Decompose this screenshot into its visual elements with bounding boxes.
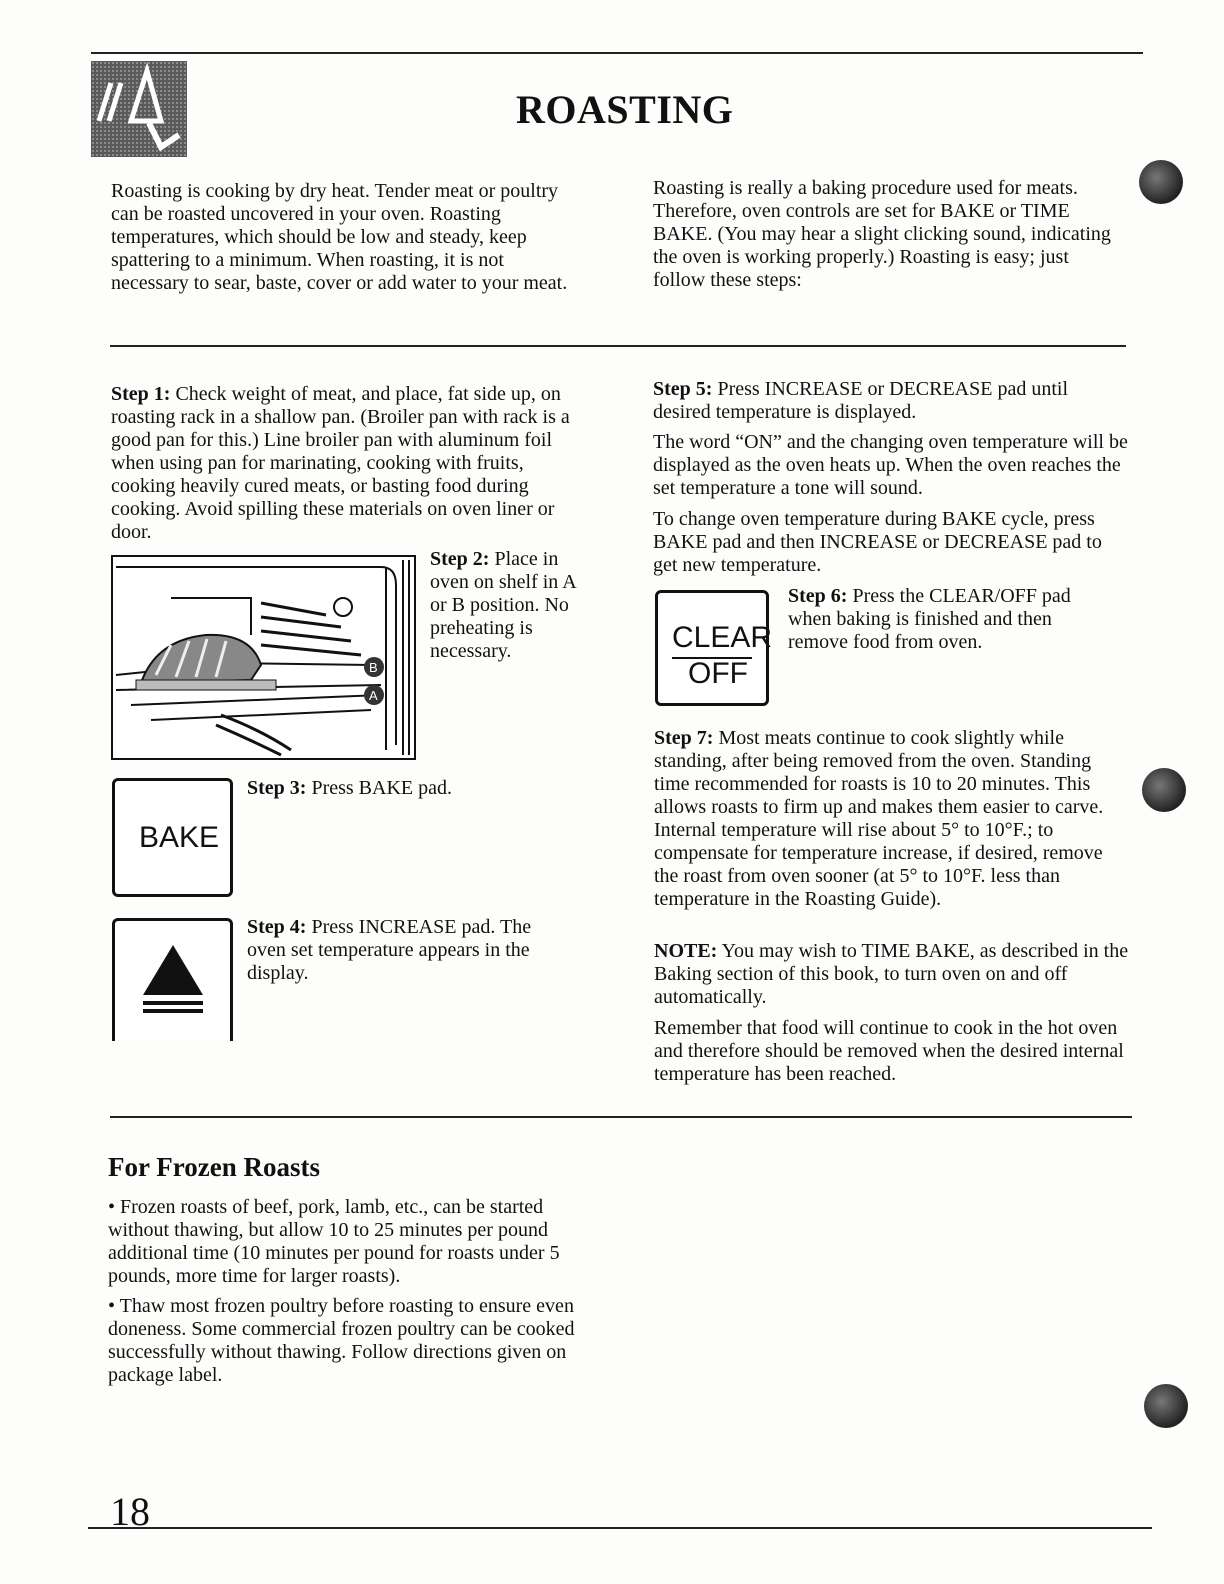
header-rule — [91, 52, 1143, 54]
note — [654, 940, 1134, 1009]
step-2-text: Place in oven on shelf in A or B position. No preheating is necessary. — [430, 548, 576, 662]
step-7-label: Step 7: — [654, 727, 714, 749]
step-1-text: Check weight of meat, and place, fat side up, on roasting rack in a shallow pan. (Broiler pan with rack is a good pan for this.) Line broiler pan with aluminum foil when using pan for marinating, cooking with fruits, cooking heavily cured meats, or basting food during cooking. Avoid spilling these materials on oven liner or door. — [111, 383, 570, 543]
page-title: ROASTING — [516, 87, 734, 132]
step-6 — [788, 585, 1108, 654]
frozen-roasts-heading: For Frozen Roasts — [108, 1152, 320, 1182]
step-2-label: Step 2: — [430, 548, 490, 570]
section-rule-2 — [110, 1116, 1132, 1118]
footer-rule — [88, 1527, 1152, 1529]
step-4 — [247, 916, 567, 985]
step-6-text: Press the CLEAR/OFF pad when baking is finished and then remove food from oven. — [788, 585, 1071, 653]
step-7 — [654, 727, 1114, 911]
step-4-text: Press INCREASE pad. The oven set temperature appears in the display. — [247, 916, 532, 984]
step-3-label: Step 3: — [247, 777, 307, 799]
step-5-change-temp: To change oven temperature during BAKE cycle, press BAKE pad and then INCREASE or DECREASE pad to get new temperature. — [653, 508, 1102, 576]
intro-left: Roasting is cooking by dry heat. Tender meat or poultry can be roasted uncovered in your oven. Roasting temperatures, which should be low and steady, keep spattering to a minimum. When roasting, it is not necessary to sear, baste, cover or add water to your meat. — [111, 180, 568, 294]
binder-hole-bottom — [1144, 1384, 1188, 1428]
frozen-bullet-1: • Frozen roasts of beef, pork, lamb, etc., can be started without thawing, but allow 10 to 25 minutes per pound additional time (10 minutes per pound for roasts under 5 pounds, more time for larger roasts). — [108, 1196, 560, 1287]
increase-pad — [112, 918, 233, 1041]
intro-right: Roasting is really a baking procedure used for meats. Therefore, oven controls are set for BAKE or TIME BAKE. (You may hear a slight clicking sound, indicating the oven is working properly.) Roasting is easy; just follow these steps: — [653, 177, 1111, 291]
step-5-text: Press INCREASE or DECREASE pad until desired temperature is displayed. — [653, 378, 1069, 423]
step-5-label: Step 5: — [653, 378, 713, 400]
step-1 — [111, 383, 586, 544]
off-pad-label: OFF — [688, 657, 748, 690]
step-5-detail: The word “ON” and the changing oven temperature will be displayed as the oven heats up. When the oven reaches the set temperature a tone will sound. — [653, 431, 1128, 499]
clear-off-pad — [655, 590, 773, 706]
step-7-text: Most meats continue to cook slightly while standing, after being removed from the oven. Standing time recommended for roasts is 10 to 20 minutes. This allows roasts to firm up and makes them easier to carve. Internal temperature will rise about 5° to 10°F.; to compensate for temperature increase, if desired, remove the roast from oven sooner (at 5° to 10°F. less than temperature in the Roasting Guide). — [654, 727, 1104, 910]
step-4-label: Step 4: — [247, 916, 307, 938]
section-rule-1 — [110, 345, 1126, 347]
bake-pad-label: BAKE — [139, 821, 220, 854]
oven-logo-icon — [91, 61, 187, 157]
binder-hole-middle — [1142, 768, 1186, 812]
step-3 — [247, 777, 547, 800]
oven-shelf-illustration — [111, 555, 416, 760]
frozen-bullet-2: • Thaw most frozen poultry before roasting to ensure even doneness. Some commercial frozen poultry can be cooked successfully without thawing. Follow directions given on package label. — [108, 1295, 575, 1386]
step-1-label: Step 1: — [111, 383, 171, 405]
remember-note: Remember that food will continue to cook in the hot oven and therefore should be removed when the desired internal temperature has been reached. — [654, 1017, 1124, 1085]
step-5 — [653, 378, 1123, 424]
binder-hole-top — [1139, 160, 1183, 204]
step-6-label: Step 6: — [788, 585, 848, 607]
bake-pad — [112, 778, 233, 897]
step-3-text: Press BAKE pad. — [311, 777, 452, 799]
increase-arrow-icon — [137, 943, 209, 1015]
note-text: You may wish to TIME BAKE, as described in the Baking section of this book, to turn oven on and off automatically. — [654, 940, 1129, 1008]
clear-pad-label: CLEAR — [672, 621, 773, 654]
note-label: NOTE: — [654, 940, 718, 962]
step-2 — [430, 548, 580, 663]
shelf-b-label: B — [369, 660, 378, 675]
page-number: 18 — [110, 1489, 150, 1534]
shelf-a-label: A — [369, 688, 378, 703]
